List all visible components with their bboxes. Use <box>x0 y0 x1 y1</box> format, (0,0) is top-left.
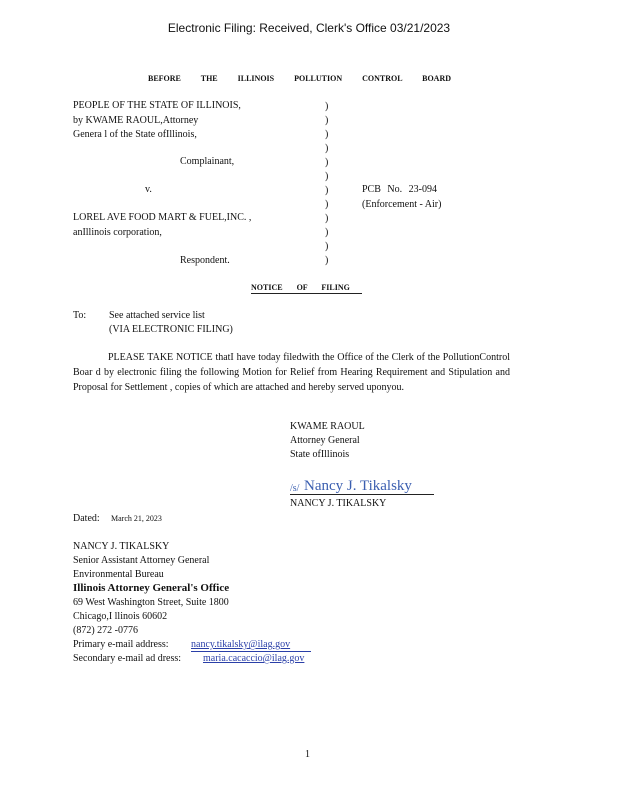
dated-value: March 21, 2023 <box>111 514 162 523</box>
caption-paren: ) <box>325 199 329 210</box>
caption-paren: ) <box>325 241 329 252</box>
respondent-label: Respondent. <box>180 255 230 266</box>
notice-title: NOTICE OF FILING <box>251 284 362 294</box>
caption-paren: ) <box>325 185 329 196</box>
caption-paren: ) <box>325 101 329 112</box>
complainant-label: Complainant, <box>180 156 235 167</box>
versus-label: v. <box>145 184 152 195</box>
signature-line <box>290 494 434 495</box>
defendant-line-2: anIllinois corporation, <box>73 227 162 238</box>
caption-paren: ) <box>325 255 329 266</box>
to-line-1: See attached service list <box>109 310 205 321</box>
filing-stamp: Electronic Filing: Received, Clerk's Office 03/21/2023 <box>167 21 451 35</box>
signatory-state: State ofIllinois <box>290 449 350 460</box>
secondary-email-link[interactable]: maria.cacaccio@ilag.gov <box>203 653 305 664</box>
contact-phone: (872) 272 -0776 <box>73 625 138 636</box>
plaintiff-line-1: PEOPLE OF THE STATE OF ILLINOIS, <box>73 100 241 111</box>
caption-paren: ) <box>325 213 329 224</box>
primary-email-underline <box>191 651 311 652</box>
signatory-title: Attorney General <box>290 435 360 446</box>
page-number: 1 <box>305 749 310 760</box>
board-title: BEFORE THE ILLINOIS POLLUTION CONTROL BOARD <box>148 74 452 83</box>
caption-paren: ) <box>325 129 329 140</box>
caption-paren: ) <box>325 227 329 238</box>
primary-email-link[interactable]: nancy.tikalsky@ilag.gov <box>191 639 291 650</box>
primary-email-label: Primary e-mail address: <box>73 639 169 650</box>
plaintiff-line-2: by KWAME RAOUL,Attorney <box>73 115 199 126</box>
caption-paren: ) <box>325 143 329 154</box>
case-number: PCB No. 23-094 <box>362 184 437 195</box>
to-line-2: (VIA ELECTRONIC FILING) <box>109 324 233 335</box>
signature-prefix: /s/ <box>290 483 300 494</box>
dated-label: Dated: <box>73 513 100 524</box>
caption-paren: ) <box>325 157 329 168</box>
defendant-line-1: LOREL AVE FOOD MART & FUEL,INC. , <box>73 212 252 223</box>
contact-office: Illinois Attorney General's Office <box>73 582 230 594</box>
e-signature: Nancy J. Tikalsky <box>304 478 412 494</box>
plaintiff-line-3: Genera l of the State ofIllinois, <box>73 129 197 140</box>
signatory-name: KWAME RAOUL <box>290 421 365 432</box>
signatory-printed-name: NANCY J. TIKALSKY <box>290 498 387 509</box>
contact-name: NANCY J. TIKALSKY <box>73 541 170 552</box>
contact-city: Chicago,I llinois 60602 <box>73 611 168 622</box>
contact-bureau: Environmental Bureau <box>73 569 164 580</box>
case-type: (Enforcement - Air) <box>362 199 442 210</box>
to-label: To: <box>73 310 87 321</box>
contact-street: 69 West Washington Street, Suite 1800 <box>73 597 229 608</box>
caption-paren: ) <box>325 115 329 126</box>
notice-paragraph: PLEASE TAKE NOTICE thatI have today filedwith the Office of the Clerk of the PollutionControl Boar d by electronic filing the following Motion for Relief from Hearing Requirement and Stipulation and Proposal for Settlement , copies of which are attached and hereby served uponyou. <box>73 352 510 393</box>
contact-title: Senior Assistant Attorney General <box>73 555 210 566</box>
caption-paren: ) <box>325 171 329 182</box>
secondary-email-label: Secondary e-mail ad dress: <box>73 653 182 664</box>
